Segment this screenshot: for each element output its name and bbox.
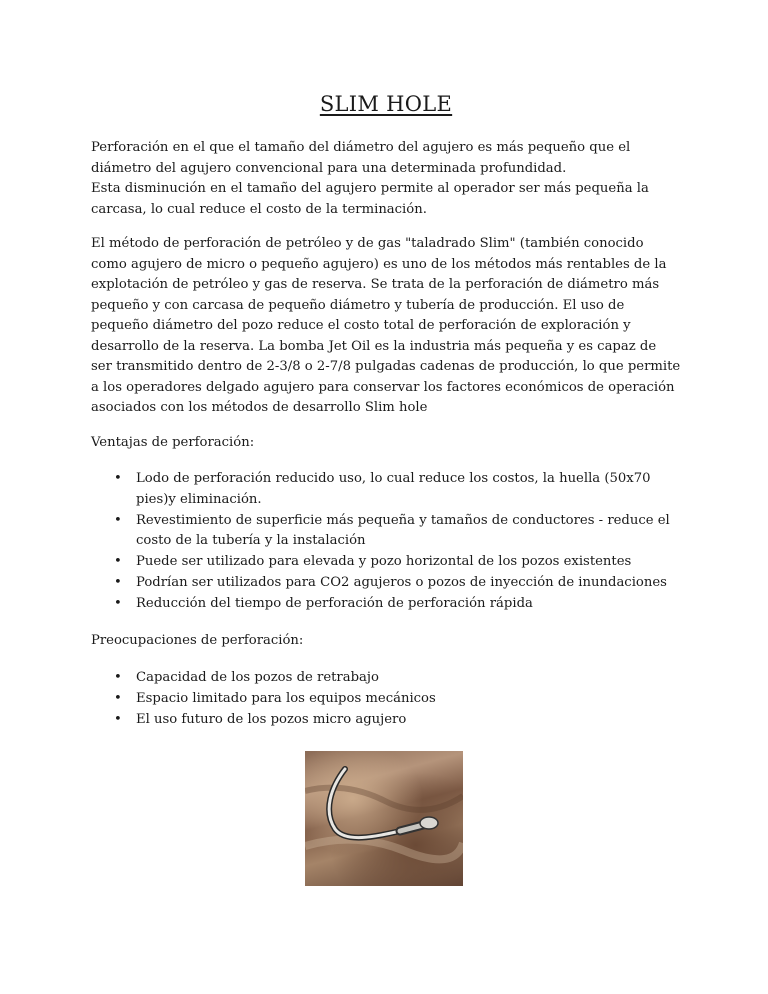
- list-item: • Espacio limitado para los equipos mecánicos: [136, 689, 681, 710]
- method-paragraph: El método de perforación de petróleo y de gas "taladrado Slim" (también conocido como agujero de micro o pequeño agujero) es uno de los métodos más rentables de la explotación de petróleo y gas de reserva. Se trata de la perforación de diámetro más pequeño y con carcasa de pequeño diámetro y tubería de producción. El uso de pequeño diámetro del pozo reduce el costo total de perforación de exploración y desarrollo de la reserva. La bomba Jet Oil es la industria más pequeña y es capaz de ser transmitido dentro de 2-3/8 o 2-7/8 pulgadas cadenas de producción, lo que permite a los operadores delgado agujero para conservar los factores económicos de operación asociados con los métodos de desarrollo Slim hole: [91, 236, 681, 415]
- list-item: • Puede ser utilizado para elevada y pozo horizontal de los pozos existentes: [136, 552, 681, 573]
- drill-string-illustration: [305, 751, 463, 886]
- list-item: • Lodo de perforación reducido uso, lo cual reduce los costos, la huella (50x70 pies)y eliminación.: [136, 469, 681, 511]
- list-item: • El uso futuro de los pozos micro agujero: [136, 710, 681, 731]
- advantages-heading: Ventajas de perforación:: [91, 434, 255, 450]
- slim-hole-drill-image: [305, 751, 463, 886]
- list-item: • Podrían ser utilizados para CO2 agujeros o pozos de inyección de inundaciones: [136, 573, 681, 594]
- page-title: SLIM HOLE: [319, 92, 453, 116]
- intro-paragraph: [91, 138, 681, 220]
- intro-sentence-1: Perforación en el que el tamaño del diámetro del agujero es más pequeño que el diámetro del agujero convencional para una determinada profundidad.: [91, 140, 631, 176]
- advantages-list: [91, 469, 681, 615]
- list-item: • Capacidad de los pozos de retrabajo: [136, 668, 681, 689]
- concerns-list: [91, 668, 681, 730]
- concerns-heading: Preocupaciones de perforación:: [91, 632, 304, 648]
- list-item: • Reducción del tiempo de perforación de perforación rápida: [136, 594, 681, 615]
- list-item: • Revestimiento de superficie más pequeña y tamaños de conductores - reduce el costo de la tubería y la instalación: [136, 511, 681, 553]
- intro-sentence-2: Esta disminución en el tamaño del agujero permite al operador ser más pequeña la carcasa, lo cual reduce el costo de la terminación.: [91, 181, 649, 217]
- document-page: [91, 92, 681, 730]
